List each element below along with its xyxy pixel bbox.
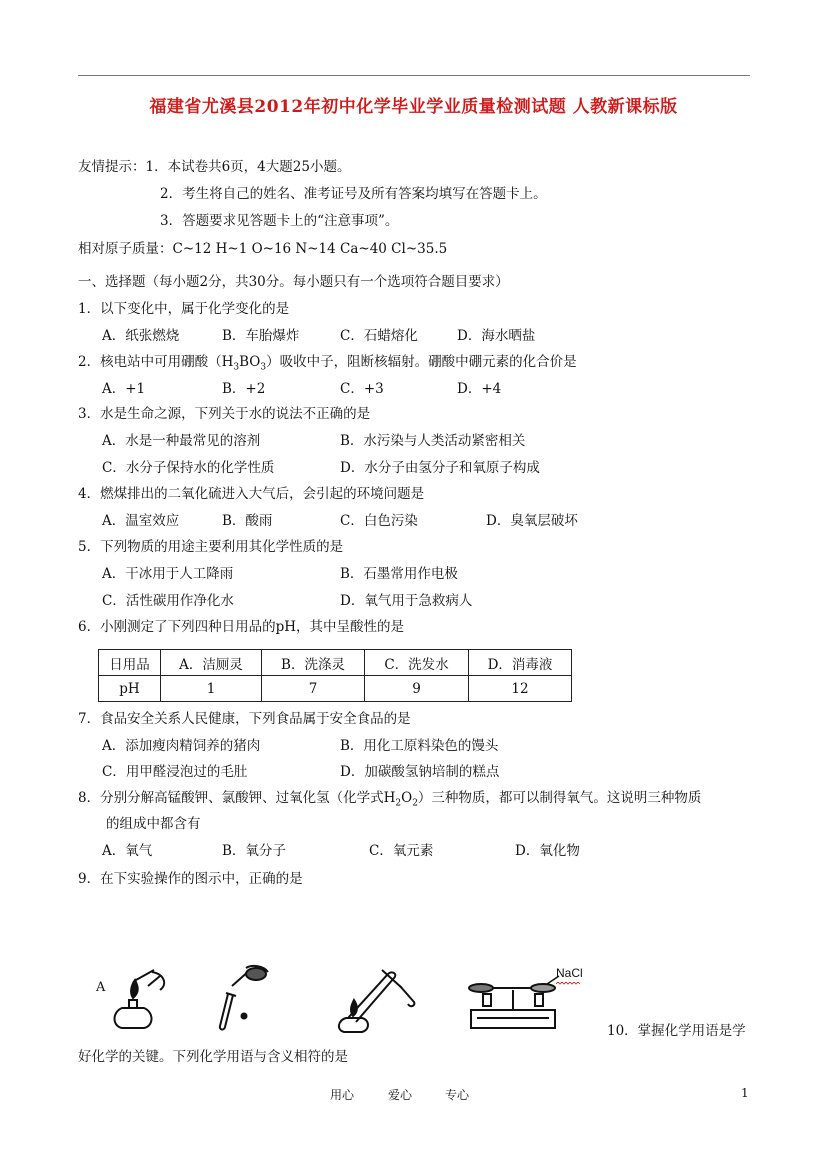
q4-option-c: C．白色污染	[340, 513, 418, 529]
q4-stem: 4．燃煤排出的二氧化硫进入大气后，会引起的环境问题是	[78, 486, 425, 502]
q8-option-a: A．氧气	[102, 843, 153, 859]
table-row	[99, 676, 572, 702]
spellcheck-underline	[556, 982, 580, 985]
q1-option-d: D．海水晒盐	[457, 328, 536, 344]
table-cell: D．消毒液	[469, 650, 572, 676]
header-rule	[78, 75, 750, 76]
q1-option-c: C．石蜡熔化	[340, 328, 418, 344]
q7-option-c: C．用甲醛浸泡过的毛肚	[102, 764, 248, 780]
nacl-label: NaCl	[556, 966, 583, 980]
table-row	[99, 650, 572, 676]
table-cell: A．洁厕灵	[161, 650, 262, 676]
balance-scale-icon	[463, 972, 563, 1034]
q4-option-b: B．酸雨	[222, 513, 273, 529]
q8-option-b: B．氧分子	[222, 843, 286, 859]
q1-option-a: A．纸张燃烧	[102, 328, 180, 344]
q4-option-a: A．温室效应	[102, 513, 180, 529]
q8-option-d: D．氧化物	[515, 843, 580, 859]
tips-line-3: 3．答题要求见答题卡上的“注意事项”。	[160, 213, 399, 229]
ph-table	[98, 649, 572, 702]
q4-option-d: D．臭氧层破坏	[486, 513, 578, 529]
q1-stem: 1．以下变化中，属于化学变化的是	[78, 301, 290, 317]
q5-stem: 5．下列物质的用途主要利用其化学性质的是	[78, 539, 344, 555]
q3-option-a: A．水是一种最常见的溶剂	[102, 433, 261, 449]
q3-stem: 3．水是生命之源，下列关于水的说法不正确的是	[78, 406, 371, 422]
q2-option-d: D．+4	[457, 381, 502, 397]
tips-line-1: 友情提示：1．本试卷共6页，4大题25小题。	[78, 159, 351, 175]
q8-stem: 8．分别分解高锰酸钾、氯酸钾、过氧化氢（化学式$H_2O_2$）三种物质，都可以制得氧气。这说明三种物质	[78, 790, 702, 809]
table-cell: 1	[161, 676, 262, 702]
table-cell: 12	[469, 676, 572, 702]
q5-option-d: D．氧气用于急救病人	[340, 593, 473, 609]
q7-option-b: B．用化工原料染色的馒头	[340, 738, 499, 754]
q3-option-b: B．水污染与人类活动紧密相关	[340, 433, 526, 449]
q10-stem-part2: 好化学的关键。下列化学用语与含义相符的是	[78, 1049, 348, 1065]
alcohol-lamp-lighting-icon	[108, 968, 174, 1034]
table-cell: 日用品	[99, 650, 161, 676]
footer-text-3: 专心	[445, 1088, 470, 1102]
q8-stem-line2: 的组成中都含有	[106, 816, 201, 832]
q7-option-a: A．添加瘦肉精饲养的猪肉	[102, 738, 261, 754]
q5-option-b: B．石墨常用作电极	[340, 566, 458, 582]
q1-option-b: B．车胎爆炸	[222, 328, 300, 344]
heating-test-tube-icon	[336, 962, 418, 1036]
q6-stem: 6．小刚测定了下列四种日用品的pH，其中呈酸性的是	[78, 619, 405, 635]
q3-option-d: D．水分子由氢分子和氧原子构成	[340, 460, 540, 476]
footer-text-2: 爱心	[388, 1088, 413, 1102]
test-tube-dropper-icon	[206, 964, 276, 1034]
footer-text-1: 用心	[330, 1088, 355, 1102]
table-cell: C．洗发水	[365, 650, 469, 676]
atomic-mass-line: 相对原子质量：C~12 H~1 O~16 N~14 Ca~40 Cl~35.5	[78, 241, 448, 257]
q7-option-d: D．加碳酸氢钠培制的糕点	[340, 764, 500, 780]
q9-stem: 9．在下实验操作的图示中，正确的是	[78, 871, 303, 887]
table-cell: 7	[262, 676, 365, 702]
q5-option-c: C．活性碳用作净化水	[102, 593, 234, 609]
q7-stem: 7．食品安全关系人民健康，下列食品属于安全食品的是	[78, 711, 411, 727]
page-number: 1	[741, 1086, 749, 1100]
q2-option-a: A．+1	[102, 381, 146, 397]
q10-stem-part1: 10．掌握化学用语是学	[607, 1023, 746, 1039]
q3-option-c: C．水分子保持水的化学性质	[102, 460, 275, 476]
q8-option-c: C．氧元素	[369, 843, 434, 859]
table-cell: pH	[99, 676, 161, 702]
page-title: 福建省尤溪县2012年初中化学毕业学业质量检测试题 人教新课标版	[149, 97, 678, 117]
q9-label-a: A	[96, 980, 106, 995]
q5-option-a: A．干冰用于人工降雨	[102, 566, 234, 582]
table-cell: 9	[365, 676, 469, 702]
table-cell: B．洗涤灵	[262, 650, 365, 676]
q2-stem: 2．核电站中可用硼酸$(H_3BO_3)$吸收中子，阻断核辐射。硼酸中硼元素的化合价是	[78, 354, 577, 373]
tips-line-2: 2．考生将自己的姓名、准考证号及所有答案均填写在答题卡上。	[160, 186, 547, 202]
q2-option-b: B．+2	[222, 381, 266, 397]
section-heading: 一、选择题（每小题2分，共30分。每小题只有一个选项符合题目要求）	[78, 274, 509, 290]
q2-option-c: C．+3	[340, 381, 384, 397]
